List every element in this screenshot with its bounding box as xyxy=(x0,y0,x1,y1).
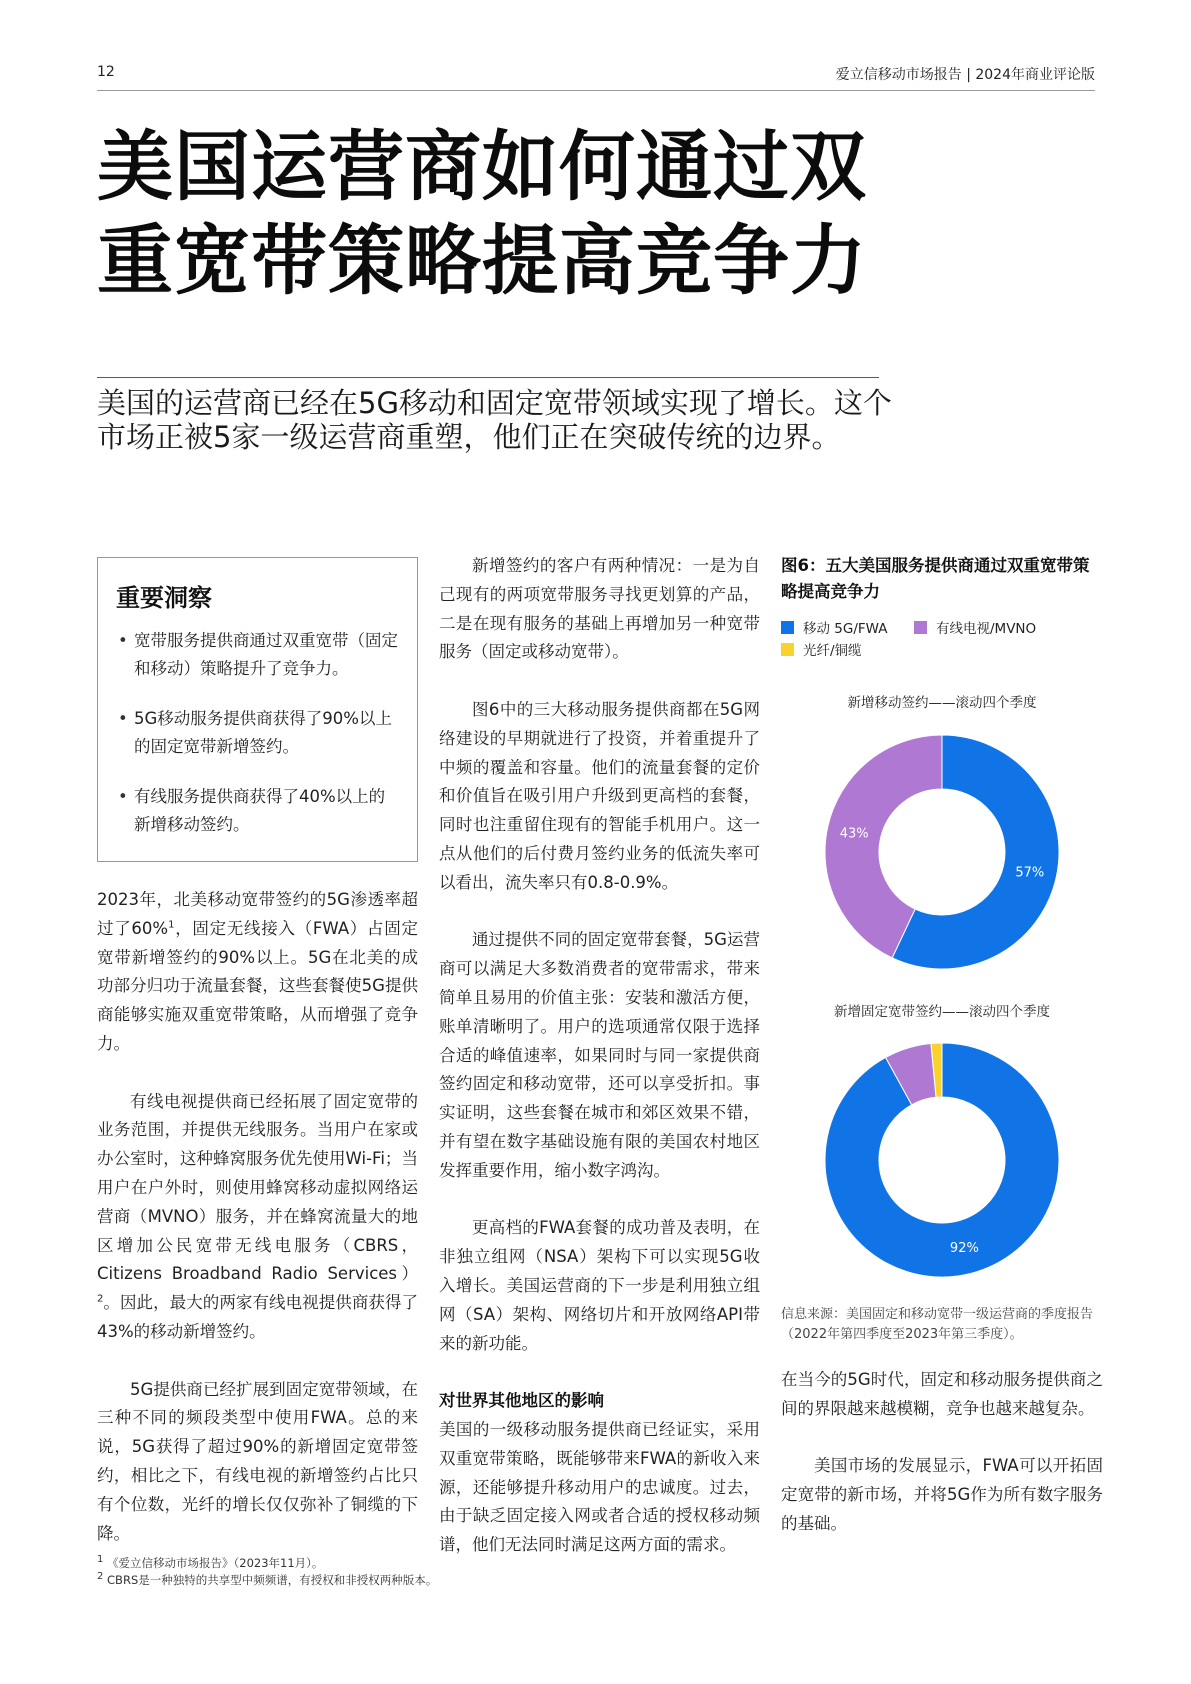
footnote-ref[interactable]: 2 xyxy=(97,1293,104,1305)
key-insight-item: • 5G移动服务提供商获得了90%以上的固定宽带新增签约。 xyxy=(116,705,399,761)
lead-paragraph xyxy=(97,386,897,454)
key-insights-heading: 重要洞察 xyxy=(116,584,212,612)
body-paragraph: 在当今的5G时代，固定和移动服务提供商之间的界限越来越模糊，竞争也越来越复杂。 xyxy=(781,1370,1103,1418)
lead-divider xyxy=(97,377,879,378)
donut-data-label: 57% xyxy=(1015,865,1045,881)
body-paragraph xyxy=(97,886,418,1059)
body-text: 2023年，北美移动宽带签约的5G渗透率超过了60% xyxy=(97,890,418,938)
footnote-text: 《爱立信移动市场报告》（2023年11月）。 xyxy=(107,1556,324,1570)
footnote-mark: 2 xyxy=(97,1571,104,1583)
footnote-ref[interactable]: 1 xyxy=(168,919,175,931)
body-text: ，固定无线接入（FWA）占固定宽带新增签约的90%以上。5G在北美的成功部分归功于流量套餐，这些套餐使5G提供商能够实施双重宽带策略，从而增强了竞争力。 xyxy=(97,918,418,1053)
body-paragraph: 通过提供不同的固定宽带套餐，5G运营商可以满足大多数消费者的宽带需求，带来简单且易用的价值主张：安装和激活方便，账单清晰明了。用户的选项通常仅限于选择合适的峰值速率，如果同时与同一家提供商签约固定和移动宽带，还可以享受折扣。事实证明，这些套餐在城市和郊区效果不错，并有望在数字基础设施有限的美国农村地区发挥重要作用，缩小数字鸿沟。 xyxy=(439,930,760,1180)
footnote xyxy=(97,1572,797,1589)
body-paragraph: 5G提供商已经扩展到固定宽带领域，在三种不同的频段类型中使用FWA。总的来说，5G获得了超过90%的新增固定宽带签约，相比之下，有线电视的新增签约占比只有个位数，光纤的增长仅仅弥补了铜缆的下降。 xyxy=(97,1379,418,1543)
legend-swatch xyxy=(781,621,794,634)
legend-label: 有线电视/MVNO xyxy=(936,621,1037,637)
page-title xyxy=(97,120,897,308)
footnote xyxy=(97,1555,797,1572)
footnote-mark: 1 xyxy=(97,1554,104,1566)
mobile-subscriptions-donut xyxy=(781,722,1103,982)
key-insight-item: • 有线服务提供商获得了40%以上的新增移动签约。 xyxy=(116,783,399,839)
page-title-line: 美国运营商如何通过双 xyxy=(97,122,867,211)
header-divider xyxy=(97,90,1095,91)
body-paragraph: 更高档的FWA套餐的成功普及表明，在非独立组网（NSA）架构下可以实现5G收入增长。美国运营商的下一步是利用独立组网（SA）架构、网络切片和开放网络API带来的新功能。 xyxy=(439,1218,760,1353)
legend-label: 移动 5G/FWA xyxy=(803,621,888,637)
fixed-broadband-donut xyxy=(781,1030,1103,1290)
body-column-1 xyxy=(97,886,418,1577)
footnote-text: CBRS是一种独特的共享型中频频谱，有授权和非授权两种版本。 xyxy=(107,1573,438,1587)
body-paragraph: 美国的一级移动服务提供商已经证实，采用双重宽带策略，既能够带来FWA的新收入来源，还能够提升移动用户的忠诚度。过去，由于缺乏固定接入网或者合适的授权移动频谱，他们无法同时满足这两方面的需求。 xyxy=(439,1419,760,1555)
figure-title: 图6：五大美国服务提供商通过双重宽带策略提高竞争力 xyxy=(781,556,1090,601)
footnotes xyxy=(97,1555,797,1589)
legend-swatch xyxy=(914,621,927,634)
body-text: 。因此，最大的两家有线电视提供商获得了43%的移动新增签约。 xyxy=(97,1293,418,1341)
body-column-2 xyxy=(439,552,760,1589)
legend-label: 光纤/铜缆 xyxy=(803,643,862,659)
report-title: 爱立信移动市场报告 | 2024年商业评论版 xyxy=(835,67,1095,83)
chart-title: 新增移动签约——滚动四个季度 xyxy=(847,695,1037,711)
body-paragraph: 美国市场的发展显示，FWA可以开拓固定宽带的新市场，并将5G作为所有数字服务的基础。 xyxy=(781,1456,1103,1533)
page-number: 12 xyxy=(97,64,115,80)
legend-item xyxy=(914,617,1036,637)
legend-swatch xyxy=(781,643,794,656)
figure-source: 信息来源：美国固定和移动宽带一级运营商的季度报告（2022年第四季度至2023年第三季度）。 xyxy=(781,1307,1094,1342)
key-insight-item: • 宽带服务提供商通过双重宽带（固定和移动）策略提升了竞争力。 xyxy=(116,627,399,683)
body-text: 有线电视提供商已经拓展了固定宽带的业务范围，并提供无线服务。当用户在家或办公室时，这种蜂窝服务优先使用Wi-Fi；当用户在户外时，则使用蜂窝移动虚拟网络运营商（MVNO）服务，并在蜂窝流量大的地区增加公民宽带无线电服务（CBRS，Citizens Broadband Radio Services） xyxy=(97,1091,418,1284)
lead-line: 市场正被5家一级运营商重塑，他们正在突破传统的边界。 xyxy=(97,420,841,454)
body-column-3 xyxy=(781,1366,1103,1568)
legend-item xyxy=(781,617,888,637)
body-paragraph: 新增签约的客户有两种情况：一是为自己现有的两项宽带服务寻找更划算的产品，二是在现有服务的基础上再增加另一种宽带服务（固定或移动宽带）。 xyxy=(439,556,760,662)
legend-item xyxy=(781,639,862,659)
key-insights-list xyxy=(116,627,399,839)
page-title-line: 重宽带策略提高竞争力 xyxy=(97,216,867,305)
section-heading: 对世界其他地区的影响 xyxy=(439,1391,604,1411)
donut-data-label: 43% xyxy=(839,826,869,842)
body-paragraph: 图6中的三大移动服务提供商都在5G网络建设的早期就进行了投资，并着重提升了中频的覆盖和容量。他们的流量套餐的定价和价值旨在吸引用户升级到更高档的套餐，同时也注重留住现有的智能手机用户。这一点从他们的后付费月签约业务的低流失率可以看出，流失率只有0.8-0.9%。 xyxy=(439,699,760,892)
key-insights-box xyxy=(97,557,418,862)
chart-title: 新增固定宽带签约——滚动四个季度 xyxy=(834,1004,1050,1020)
body-paragraph xyxy=(97,1088,418,1347)
donut-data-label: 92% xyxy=(949,1241,979,1257)
lead-line: 美国的运营商已经在5G移动和固定宽带领域实现了增长。这个 xyxy=(97,386,892,420)
